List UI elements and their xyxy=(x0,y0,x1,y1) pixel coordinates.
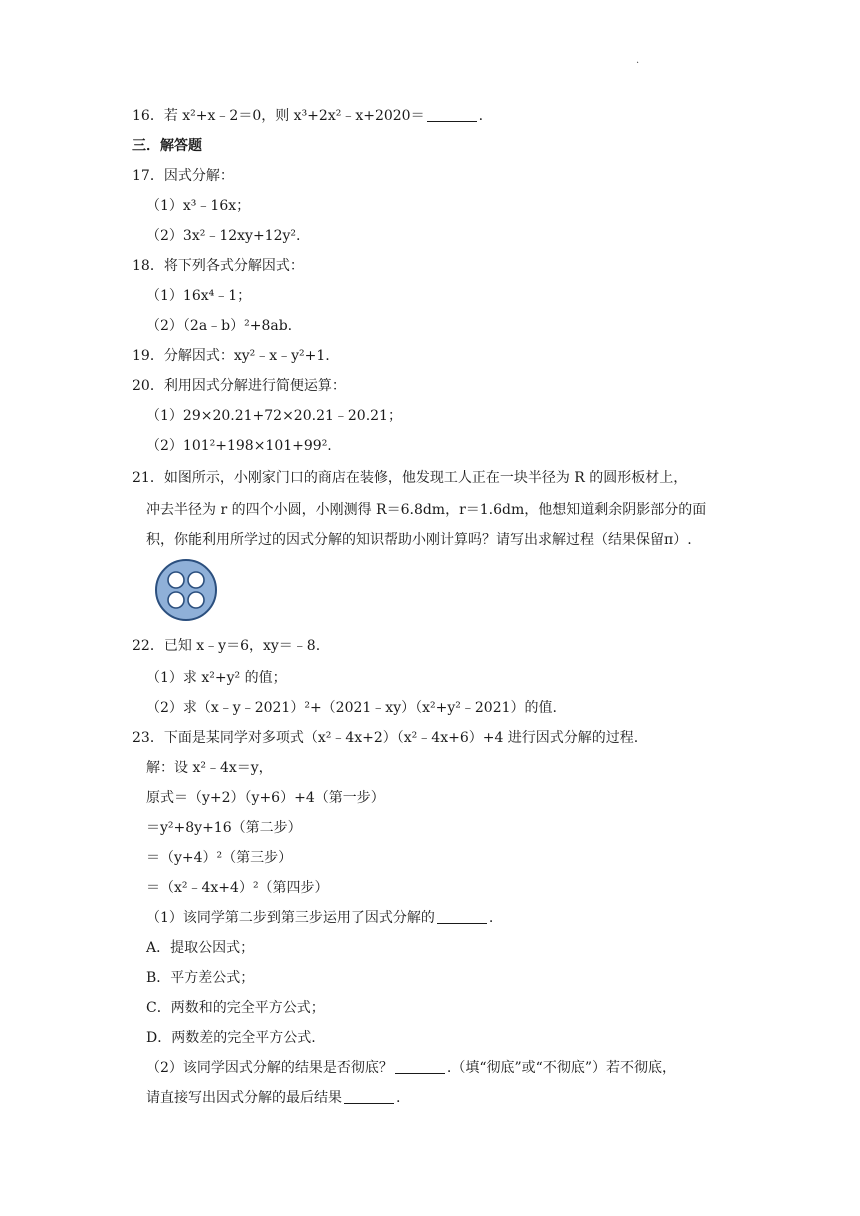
q23-option-b: B．平方差公式； xyxy=(146,970,255,986)
q17-part-1: （1）x³﹣16x； xyxy=(146,198,251,214)
small-hole-2 xyxy=(188,572,204,588)
q18-part-2: （2）（2a﹣b）²+8ab. xyxy=(146,318,293,334)
q23-option-c: C．两数和的完全平方公式； xyxy=(146,1000,325,1016)
q23-part-1: （1）该同学第二步到第三步运用了因式分解的 . xyxy=(146,910,494,926)
q17-text: 因式分解： xyxy=(163,168,234,184)
q23-step-2: ＝y²+8y+16（第二步） xyxy=(146,820,302,836)
q21-line-1: 如图所示，小刚家门口的商店在装修，他发现工人正在一块半径为 R 的圆形板材上， xyxy=(163,470,688,486)
q17-number: 17． xyxy=(132,168,164,184)
q19-number: 19． xyxy=(132,348,164,364)
q23-step-1: 原式＝（y+2）（y+6）+4（第一步） xyxy=(146,790,385,806)
small-hole-3 xyxy=(168,592,184,608)
question-20 xyxy=(132,376,346,396)
q16-number: 16． xyxy=(132,108,164,124)
q16-text: 若 x²+x﹣2＝0，则 x³+2x²﹣x+2020＝ xyxy=(163,108,425,124)
section-heading: 三．解答题 xyxy=(132,138,202,154)
q23-part-1-text: （1）该同学第二步到第三步运用了因式分解的 xyxy=(146,910,435,926)
q23-part-2-blank-2[interactable] xyxy=(344,1089,394,1104)
q23-part-2-text-b: .（填“彻底”或“不彻底”）若不彻底， xyxy=(446,1060,676,1076)
q23-part-2-cont: 请直接写出因式分解的最后结果 . xyxy=(146,1090,401,1106)
circle-board-figure xyxy=(152,558,220,622)
q23-part-2 xyxy=(146,1058,676,1078)
header-dot: · xyxy=(636,58,640,69)
q22-text: 已知 x﹣y＝6，xy＝﹣8. xyxy=(163,638,321,654)
question-23 xyxy=(132,728,638,748)
question-21 xyxy=(132,468,687,488)
q20-text: 利用因式分解进行简便运算： xyxy=(163,378,346,394)
question-18 xyxy=(132,256,304,276)
q20-number: 20． xyxy=(132,378,164,394)
q23-number: 23． xyxy=(132,730,164,746)
q23-part-1-blank[interactable] xyxy=(437,909,487,924)
large-disk xyxy=(156,560,216,620)
small-hole-4 xyxy=(188,592,204,608)
q21-number: 21． xyxy=(132,470,164,486)
question-16: 16．若 x²+x﹣2＝0，则 x³+2x²﹣x+2020＝ . xyxy=(132,108,484,124)
q18-number: 18． xyxy=(132,258,164,274)
q23-part-2-text-c: 请直接写出因式分解的最后结果 xyxy=(146,1090,342,1106)
q23-option-a: A．提取公因式； xyxy=(146,940,255,956)
q20-part-1: （1）29×20.21+72×20.21﹣20.21； xyxy=(146,408,402,424)
q22-part-1: （1）求 x²+y² 的值； xyxy=(146,670,287,686)
q20-part-2: （2）101²+198×101+99². xyxy=(146,438,332,454)
q21-line-3: 积，你能利用所学过的因式分解的知识帮助小刚计算吗？请写出求解过程（结果保留π）. xyxy=(146,532,692,548)
q23-step-3: ＝（y+4）²（第三步） xyxy=(146,850,293,866)
q23-text: 下面是某同学对多项式（x²﹣4x+2）（x²﹣4x+6）+4 进行因式分解的过程. xyxy=(163,730,639,746)
q16-answer-blank[interactable] xyxy=(427,107,477,122)
q22-number: 22． xyxy=(132,638,164,654)
q17-part-2: （2）3x²﹣12xy+12y². xyxy=(146,228,301,244)
question-19 xyxy=(132,346,330,366)
q23-step-4: ＝（x²﹣4x+4）²（第四步） xyxy=(146,880,329,896)
q22-part-2: （2）求（x﹣y﹣2021）²+（2021﹣xy）（x²+y²﹣2021）的值. xyxy=(146,700,557,716)
question-17 xyxy=(132,166,234,186)
q18-part-1: （1）16x⁴﹣1； xyxy=(146,288,252,304)
q21-line-2: 冲去半径为 r 的四个小圆，小刚测得 R＝6.8dm，r＝1.6dm，他想知道剩余阴影部分的面 xyxy=(146,502,707,518)
q23-part-2-text-a: （2）该同学因式分解的结果是否彻底？ xyxy=(146,1060,393,1076)
q23-part-2-blank-1[interactable] xyxy=(395,1059,445,1074)
q18-text: 将下列各式分解因式： xyxy=(163,258,304,274)
small-hole-1 xyxy=(168,572,184,588)
q23-option-d: D．两数差的完全平方公式. xyxy=(146,1030,316,1046)
q19-text: 分解因式：xy²﹣x﹣y²+1. xyxy=(163,348,330,364)
question-22 xyxy=(132,636,320,656)
q23-solution-let: 解：设 x²﹣4x＝y， xyxy=(146,760,273,776)
